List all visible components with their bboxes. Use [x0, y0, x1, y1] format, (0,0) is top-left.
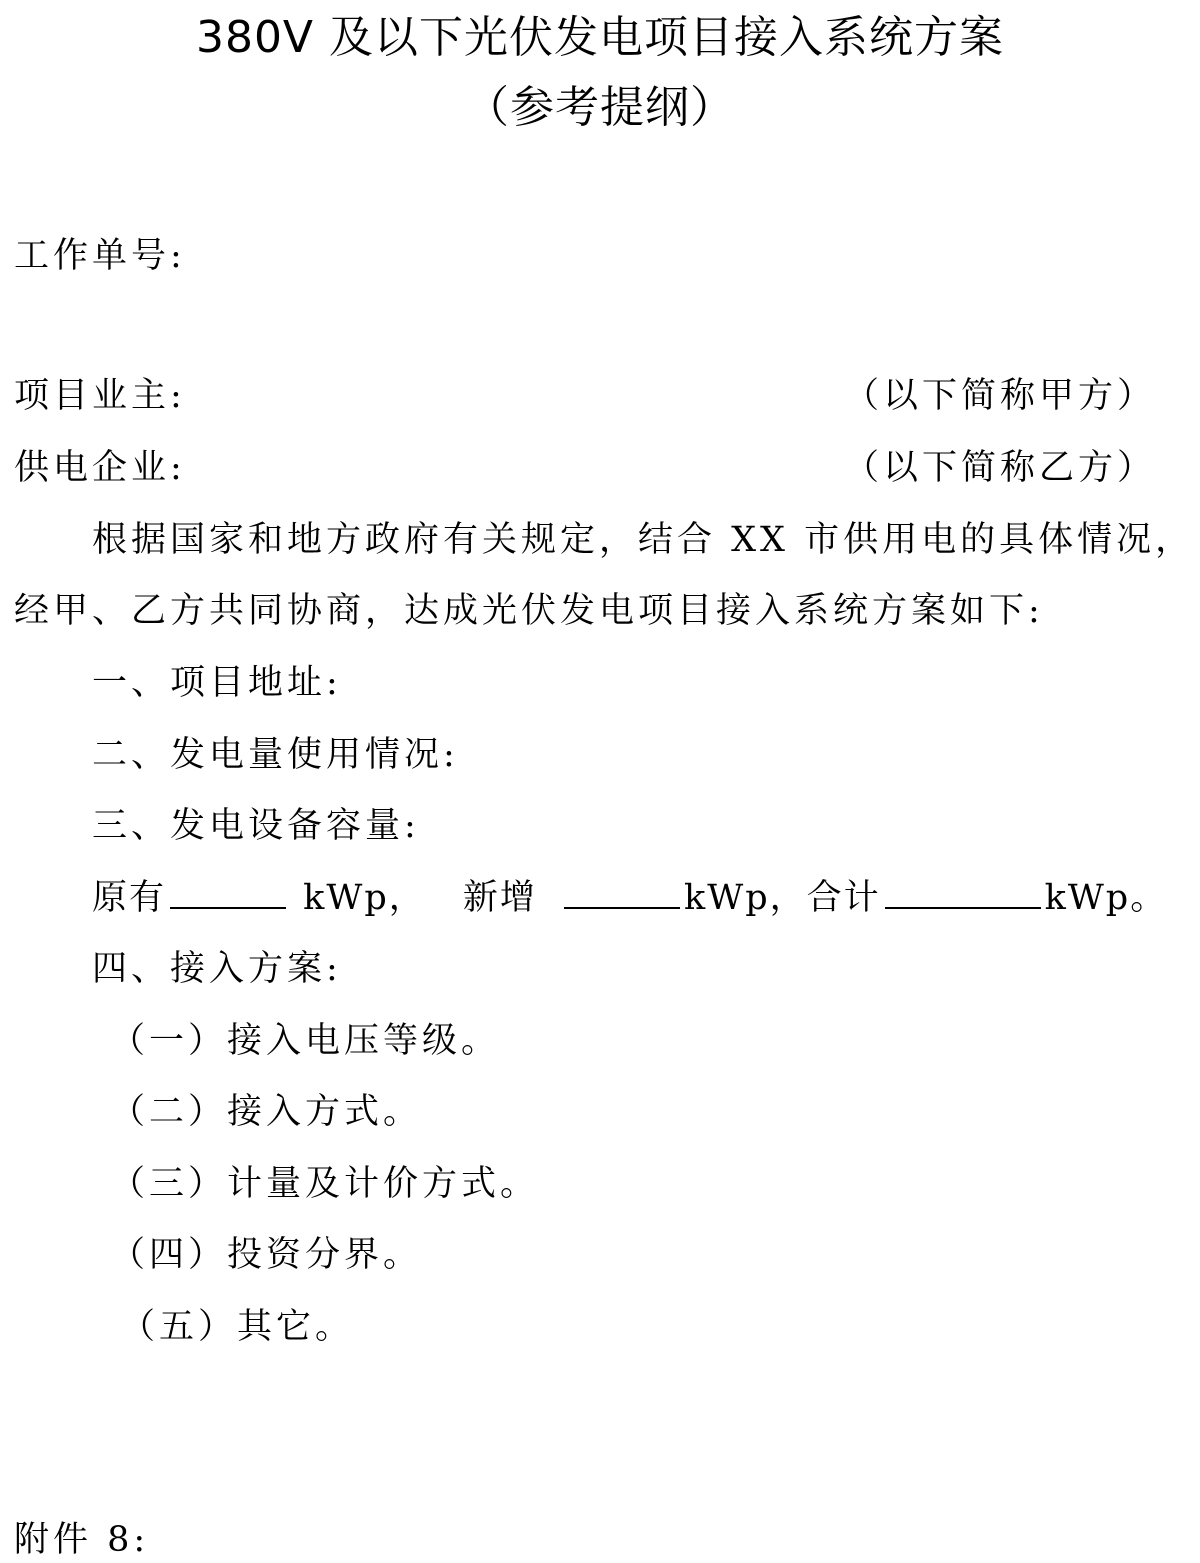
section-access-plan: 四、接入方案:: [92, 949, 342, 989]
project-owner-label: 项目业主:: [14, 376, 186, 416]
section-equipment-capacity: 三、发电设备容量:: [92, 806, 420, 846]
subsection-voltage-level: （一）接入电压等级。: [110, 1021, 501, 1061]
added-capacity-blank: [564, 877, 680, 909]
owner-alias-note: （以下简称甲方）: [843, 376, 1156, 416]
power-supplier-label: 供电企业:: [14, 448, 186, 488]
document-subtitle: （参考提纲）: [465, 82, 735, 133]
capacity-line: [92, 875, 1167, 921]
subsection-metering-pricing: （三）计量及计价方式。: [110, 1164, 540, 1204]
body-paragraph-line-1: 根据国家和地方政府有关规定，结合 XX 市供用电的具体情况，: [92, 520, 1195, 560]
unit-kwp-3: kWp。: [1044, 878, 1168, 918]
unit-kwp-total-label: kWp，合计: [684, 878, 881, 918]
total-capacity-blank: [885, 877, 1041, 909]
subsection-investment-boundary: （四）投资分界。: [110, 1235, 423, 1275]
added-capacity-label: 新增: [462, 878, 537, 918]
unit-kwp-1: kWp，: [290, 878, 426, 918]
document-title: 380V 及以下光伏发电项目接入系统方案: [195, 12, 1005, 63]
section-power-usage: 二、发电量使用情况:: [92, 735, 459, 775]
existing-capacity-blank: [170, 877, 286, 909]
work-order-label: 工作单号:: [14, 236, 186, 276]
section-project-address: 一、项目地址:: [92, 663, 342, 703]
subsection-access-method: （二）接入方式。: [110, 1092, 423, 1132]
body-paragraph-line-2: 经甲、乙方共同协商，达成光伏发电项目接入系统方案如下:: [14, 591, 1044, 631]
attachment-label: 附件 8:: [14, 1520, 150, 1560]
existing-capacity-label: 原有: [92, 878, 167, 918]
supplier-alias-note: （以下简称乙方）: [843, 448, 1156, 488]
subsection-other: （五）其它。: [120, 1307, 355, 1347]
